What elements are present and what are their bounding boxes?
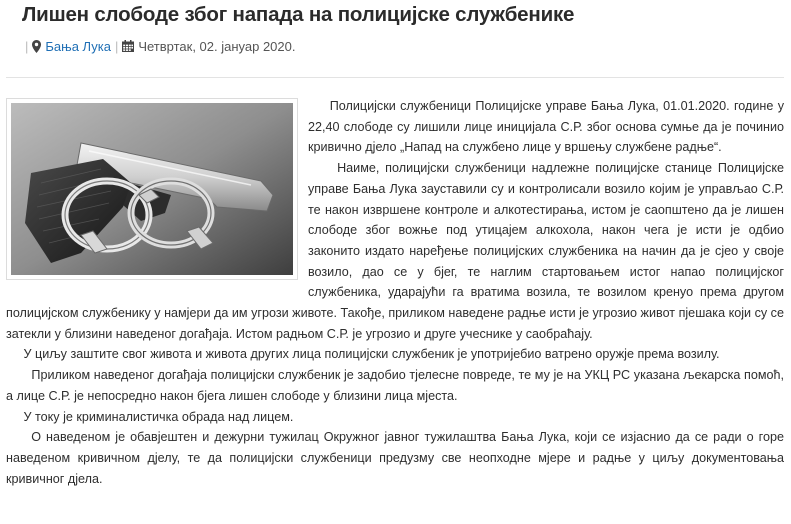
meta-separator: |	[114, 38, 119, 54]
handgun-handcuffs-photo	[11, 103, 293, 275]
article-image	[6, 98, 298, 280]
article-body	[6, 96, 788, 489]
article-meta	[25, 37, 295, 55]
article-title: Лишен слободе због напада на полицијске службенике	[22, 3, 575, 26]
article-paragraph: Полицијски службеници Полицијске управе Бања Лука, 01.01.2020. године у 22,40 слободе су лишили лице иницијала С.Р. због основа сумње да је починио кривично дјело „Напад на службено лице у вршењу службене радње“.	[308, 99, 788, 155]
header-divider	[6, 77, 784, 78]
map-marker-icon	[32, 40, 41, 53]
article-paragraph: Приликом наведеног догађаја полицијски службеник је задобио тјелесне повреде, те му је на УКЦ РС указана љекарска помоћ, а лице С.Р. је непосредно након бјега лишен слободе у близини лица мјеста.	[6, 368, 788, 403]
article-paragraph: У циљу заштите свог живота и живота других лица полицијски службеник је употријебио ватрено оружје према возилу.	[6, 347, 720, 362]
location-link[interactable]: Бања Лука	[45, 38, 111, 54]
article-paragraph: О наведеном је обавјештен и дежурни тужилац Окружног јавног тужилаштва Бања Лука, који се изјаснио да се ради о горе наведеном кривичном дјелу, те да полицијски службеници предузму све неопходне мјере и радње у циљу документовања кривичног дјела.	[6, 430, 788, 486]
article-paragraph: Наиме, полицијски службеници надлежне полицијске станице Полицијске управе Бања Лука зауставили су и контролисали возило којим је управљао С.Р. те након извршене контроле и алкотестирања, истом је саопштено да је лишен слободе због вожње под утицајем алкохола, након чега је исти је одбио законито издато наређење полицијских службеника на начин да је сјео у своје возило, дао се у бјег, те наглим стартовањем истог напао полицијског службеника, ударајући га вратима возила, те возилом кренуо према другом полицијском службенику у намјери да им угрози животе. Такође, приликом наведене радње исти је угрозио живот пјешака који су се затекли у близини наведеног догађаја. Истом радњом С.Р. је угрозио и друге учеснике у саобраћају.	[6, 161, 788, 341]
article-date: Четвртак, 02. јануар 2020.	[138, 38, 296, 54]
meta-separator: |	[25, 38, 29, 54]
calendar-icon	[122, 40, 134, 52]
article-paragraph: У току је криминалистичка обрада над лицем.	[6, 409, 294, 424]
